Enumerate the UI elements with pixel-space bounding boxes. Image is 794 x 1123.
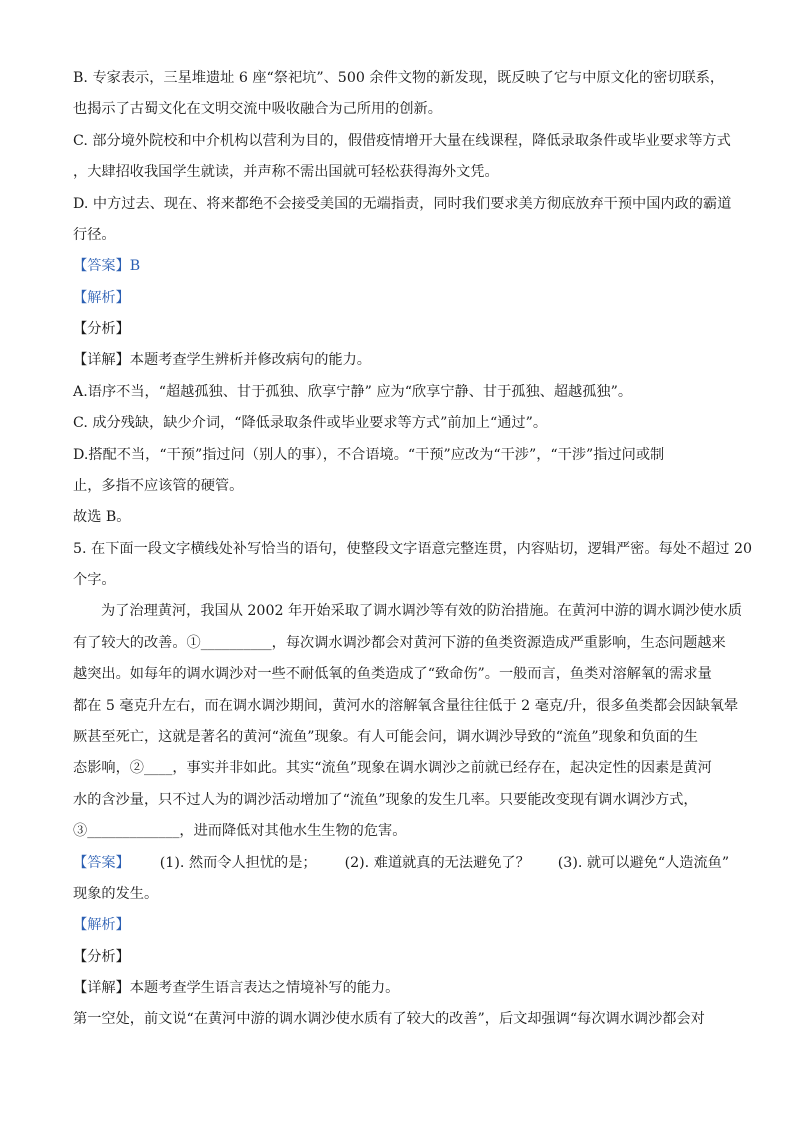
answer-label: 【答案】B [73,258,141,274]
option-c-line-1: C. 部分境外院校和中介机构以营利为目的，假借疫情增开大量在线课程，降低录取条件或毕业要求等方式 [73,133,731,149]
answer-3: (3). 就可以避免“人造流鱼” [557,855,730,871]
passage-line-7: 水的含沙量，只不过人为的调沙活动增加了“流鱼”现象的发生几率。只要能改变现有调水调沙方式， [73,792,698,808]
detail-d-2: 止，多指不应该管的硬管。 [73,478,244,494]
analysis-label: 【解析】 [73,290,130,306]
question-5-line-1: 5. 在下面一段文字横线处补写恰当的语句，使整段文字语意完整连贯，内容贴切，逻辑严密。每处不超过 20 [73,541,753,557]
passage-line-8: ③_____________，进而降低对其他水生生物的危害。 [73,823,407,839]
fenxi-label: 【分析】 [73,321,130,337]
detail-a: A.语序不当，“超越孤独、甘于孤独、欣享宁静” 应为“欣享宁静、甘于孤独、超越孤独”。 [73,384,633,400]
option-b-line-2: 也揭示了古蜀文化在文明交流中吸收融合为己所用的创新。 [73,101,442,117]
detail-c: C. 成分残缺，缺少介词，“降低录取条件或毕业要求等方式”前加上“通过”。 [73,415,548,431]
option-b-line-1: B. 专家表示，三星堆遗址 6 座“祭祀坑”、500 余件文物的新发现，既反映了它与中原文化的密切联系， [73,70,725,86]
passage-line-2: 有了较大的改善。①__________，每次调水调沙都会对黄河下游的鱼类资源造成严重影响，生态问题越来 [73,635,726,651]
detail-line: 【详解】本题考查学生辨析并修改病句的能力。 [73,352,371,368]
answer-continued: 现象的发生。 [73,886,159,902]
question-5-line-2: 个字。 [73,572,116,588]
answer-1: (1). 然而令人担忧的是； [159,855,317,871]
passage-line-5: 厥甚至死亡，这就是著名的黄河“流鱼”现象。有人可能会问，调水调沙导致的“流鱼”现象和负面的生 [73,729,698,745]
passage-line-4: 都在 5 毫克升左右，而在调水调沙期间，黄河水的溶解氧含量往往低于 2 毫克/升，很多鱼类都会因缺氧晕 [73,698,739,714]
detail-d-1: D.搭配不当，“干预”指过问（别人的事），不合语境。“干预”应改为“干涉”，“干涉”指过问或制 [73,447,665,463]
fenxi-label-2: 【分析】 [73,949,130,965]
option-d-line-2: 行径。 [73,227,116,243]
analysis-label-2: 【解析】 [73,917,130,933]
option-c-line-2: ，大肆招收我国学生就读，并声称不需出国就可轻松获得海外文凭。 [73,164,499,180]
passage-line-6: 态影响，②____，事实并非如此。其实“流鱼”现象在调水调沙之前就已经存在，起决定性的因素是黄河 [73,760,712,776]
answer-label: 【答案】 [73,855,130,871]
conclusion: 故选 B。 [73,509,131,525]
answer-2: (2). 难道就真的无法避免了？ [344,855,530,871]
first-blank-explanation: 第一空处，前文说“在黄河中游的调水调沙使水质有了较大的改善”，后文却强调“每次调水调沙都会对 [73,1011,705,1027]
detail-line-2: 【详解】本题考查学生语言表达之情境补写的能力。 [73,980,400,996]
passage-line-3: 越突出。如每年的调水调沙对一些不耐低氧的鱼类造成了“致命伤”。一般而言，鱼类对溶解氧的需求量 [73,666,712,682]
passage-line-1: 为了治理黄河，我国从 2002 年开始采取了调水调沙等有效的防治措施。在黄河中游的调水调沙使水质 [101,603,743,619]
option-d-line-1: D. 中方过去、现在、将来都绝不会接受美国的无端指责，同时我们要求美方彻底放弃干预中国内政的霸道 [73,196,732,212]
answer-row [73,853,733,873]
